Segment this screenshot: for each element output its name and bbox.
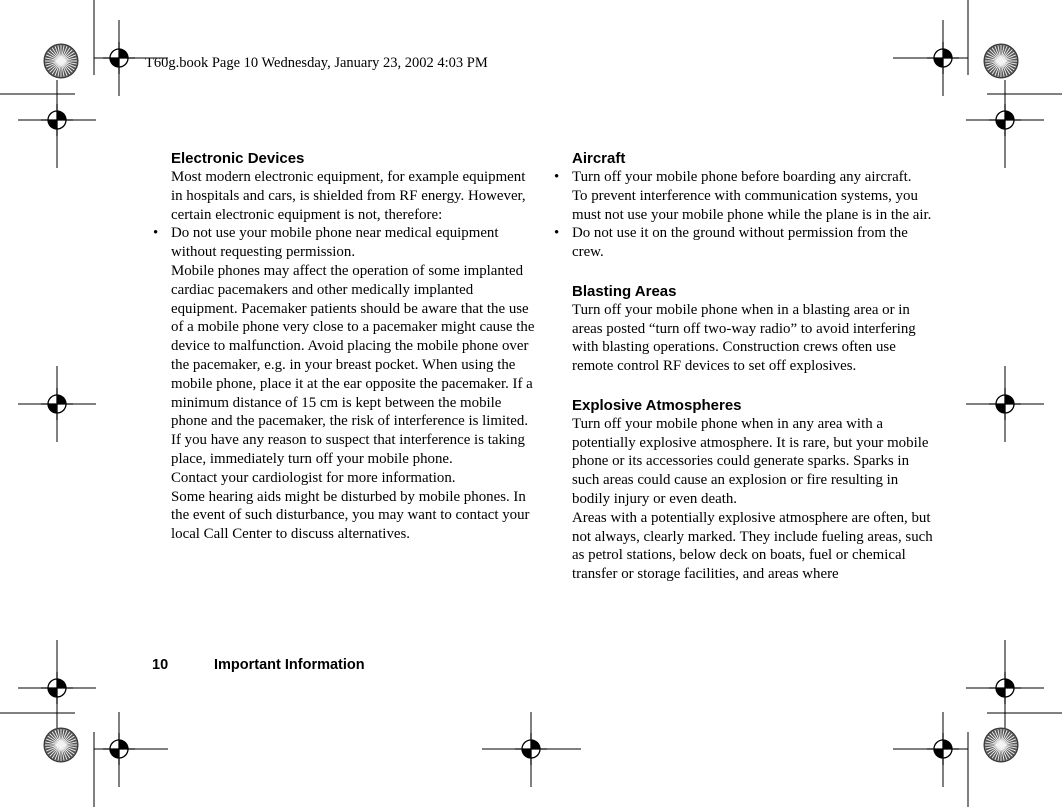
aircraft-interference-paragraph: To prevent interference with communication systems, you must not use your mobile phone while the plane is in the air. (572, 187, 932, 223)
left-column (153, 148, 537, 544)
color-star-target-icon (44, 728, 78, 762)
page-number: 10 (152, 657, 169, 673)
cardiologist-paragraph: Contact your cardiologist for more information. (171, 469, 456, 486)
right-column (554, 148, 940, 584)
registration-mark-icon (927, 42, 959, 74)
list-item (554, 168, 940, 187)
registration-mark-icon (103, 42, 135, 74)
bullet-marker: • (554, 169, 560, 185)
bullet-text: Do not use your mobile phone near medical equipment without requesting permission. (171, 225, 499, 261)
registration-mark-icon (989, 388, 1021, 420)
bullet-marker: • (554, 225, 560, 242)
pacemaker-paragraph: Mobile phones may affect the operation of some implanted cardiac pacemakers and other medically implanted equipment. Pacemaker patients should be aware that the use of a mobile phone very close to a pacemaker might cause the device to malfunction. Avoid placing the mobile phone over the pacemaker, e.g. in your breast pocket. When using the mobile phone, place it at the ear opposite the pacemaker. If a minimum distance of 15 cm is kept between the mobile phone and the pacemaker, the risk of interference is limited. If you have any reason to suspect that interference is taking place, immediately turn off your mobile phone. (171, 262, 535, 467)
explosive-atmospheres-paragraph: Turn off your mobile phone when in any area with a potentially explosive atmosphere. It is rare, but your mobile phone or its accessories could generate sparks. Sparks in such areas could cause an explosion or fire resulting in bodily injury or even death. (572, 415, 929, 507)
section-heading-aircraft: Aircraft (572, 150, 626, 167)
section-heading-blasting-areas: Blasting Areas (572, 282, 677, 300)
section-heading-explosive-atmospheres: Explosive Atmospheres (572, 396, 742, 414)
registration-mark-icon (927, 733, 959, 765)
section-heading-electronic-devices: Electronic Devices (171, 150, 305, 167)
bullet-marker: • (153, 225, 159, 242)
registration-mark-icon (515, 733, 547, 765)
explosive-areas-paragraph: Areas with a potentially explosive atmosphere are often, but not always, clearly marked. They include fueling areas, such as petrol stations, below deck on boats, fuel or chemical transfer or storage facilities, and areas where (572, 509, 933, 583)
registration-mark-icon (989, 672, 1021, 704)
registration-mark-icon (103, 733, 135, 765)
bullet-text: Turn off your mobile phone before boarding any aircraft. (572, 169, 912, 185)
color-star-target-icon (44, 44, 78, 78)
list-item (153, 224, 537, 262)
registration-mark-icon (41, 388, 73, 420)
color-star-target-icon (984, 44, 1018, 78)
bullet-text: Do not use it on the ground without permission from the crew. (572, 225, 908, 261)
registration-mark-icon (989, 104, 1021, 136)
blasting-areas-paragraph: Turn off your mobile phone when in a blasting area or in areas posted “turn off two-way radio” to avoid interfering with blasting operations. Construction crews often use remote control RF devices to set off explosives. (572, 301, 916, 375)
book-slug-line: T60g.book Page 10 Wednesday, January 23, 2002 4:03 PM (145, 55, 488, 71)
electronic-devices-intro: Most modern electronic equipment, for example equipment in hospitals and cars, is shielded from RF energy. However, certain electronic equipment is not, therefore: (171, 169, 526, 223)
registration-mark-icon (41, 672, 73, 704)
hearing-aids-paragraph: Some hearing aids might be disturbed by mobile phones. In the event of such disturbance, you may want to contact your local Call Center to discuss alternatives. (171, 488, 530, 543)
list-item (554, 224, 940, 262)
registration-mark-icon (41, 104, 73, 136)
color-star-target-icon (984, 728, 1018, 762)
section-title: Important Information (214, 657, 365, 673)
